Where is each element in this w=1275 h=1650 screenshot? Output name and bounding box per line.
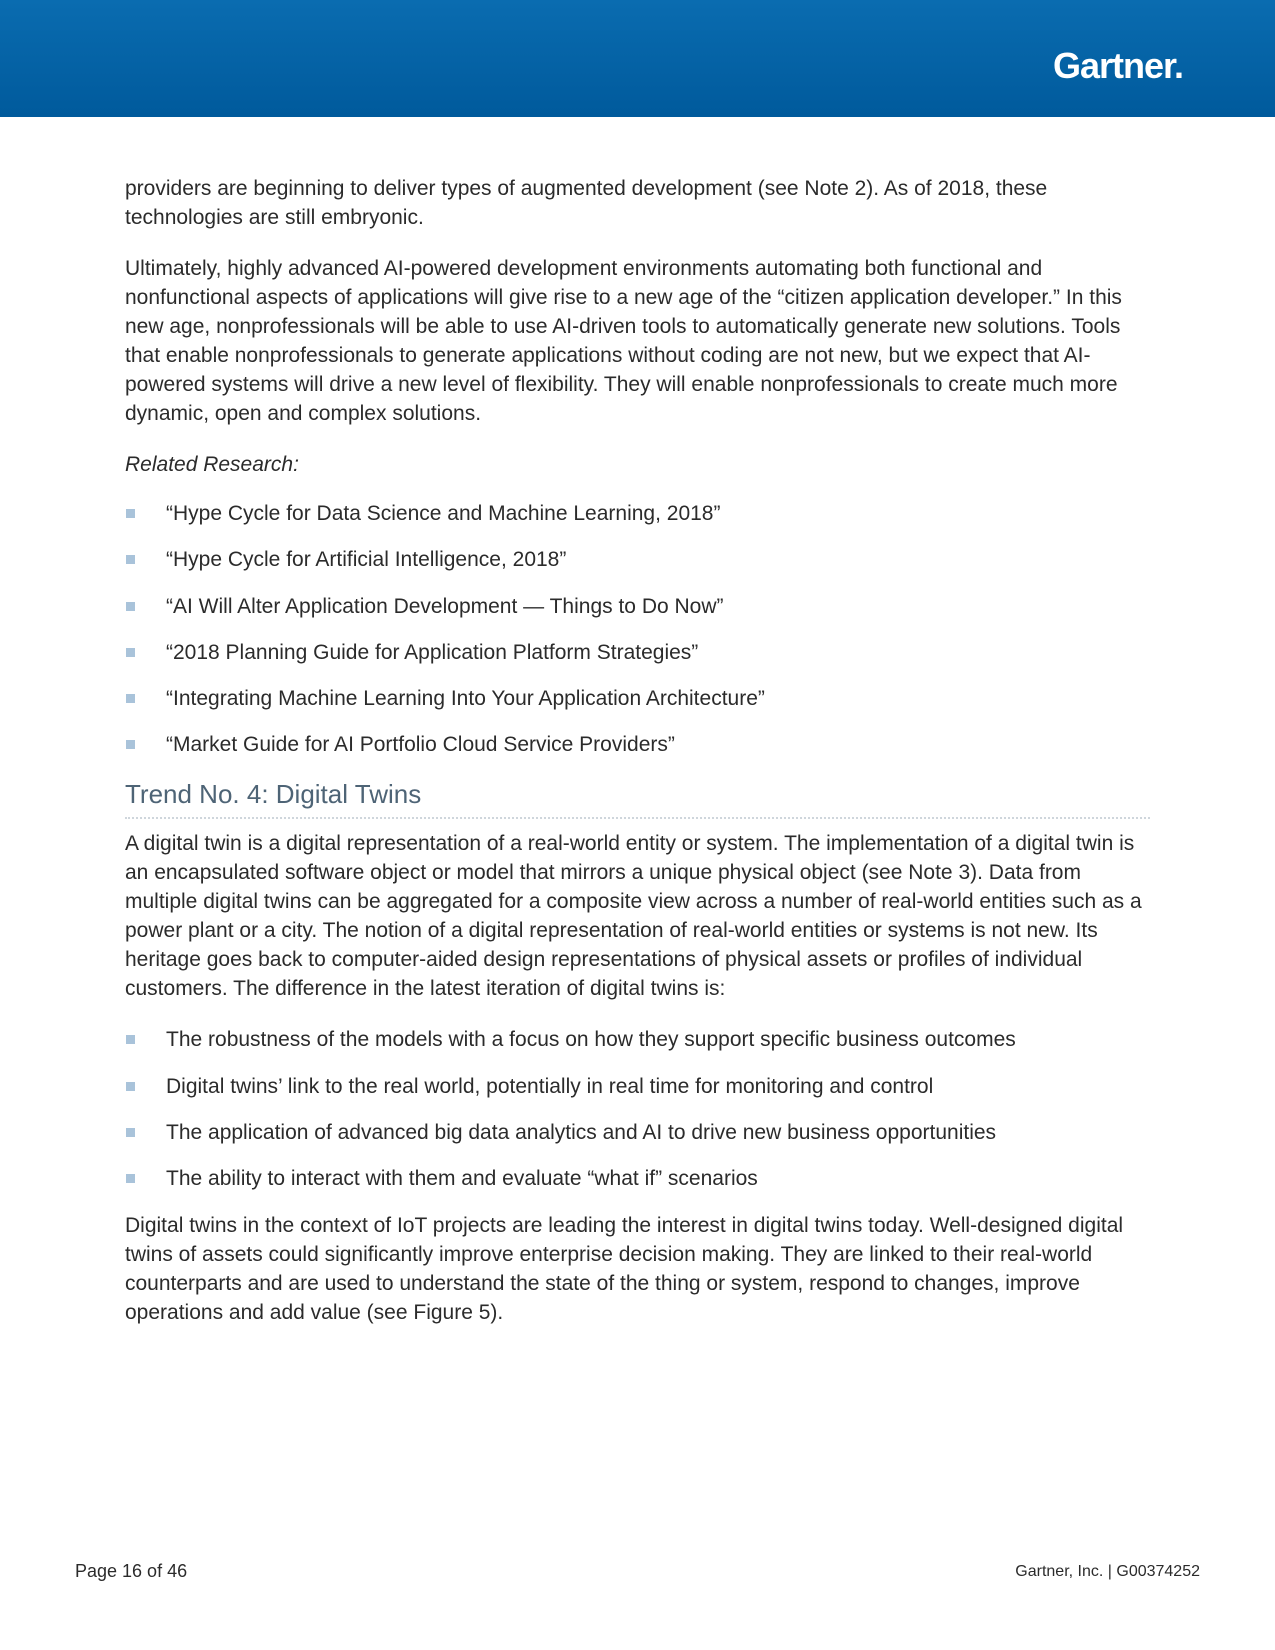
list-item-text: The application of advanced big data analytics and AI to drive new business opportunities bbox=[166, 1121, 997, 1145]
paragraph-digital-twin-definition: A digital twin is a digital representation of a real-world entity or system. The implementation of a digital twin is an encapsulated software object or model that mirrors a unique physical object (see Note 3). Data from multiple digital twins can be aggregated for a composite view across a number of real-world entities such as a power plant or a city. The notion of a digital representation of real-world entities or systems is not new. Its heritage goes back to computer-aided design representations of physical assets or profiles of individual customers. The difference in the latest iteration of digital twins is: bbox=[125, 832, 1142, 1001]
square-bullet-icon bbox=[126, 648, 135, 657]
section-divider bbox=[125, 817, 1150, 819]
header-band bbox=[0, 0, 1275, 117]
list-item-text: The ability to interact with them and evaluate “what if” scenarios bbox=[166, 1167, 758, 1191]
square-bullet-icon bbox=[126, 509, 135, 518]
related-research-title: “AI Will Alter Application Development — Things to Do Now” bbox=[166, 594, 724, 618]
square-bullet-icon bbox=[126, 1128, 135, 1137]
list-item bbox=[125, 1118, 1150, 1147]
square-bullet-icon bbox=[126, 1082, 135, 1091]
list-item bbox=[125, 1072, 1150, 1101]
square-bullet-icon bbox=[126, 1174, 135, 1183]
square-bullet-icon bbox=[126, 740, 135, 749]
related-research-item[interactable] bbox=[125, 730, 1150, 759]
gartner-logo: Gartner. bbox=[1052, 45, 1183, 86]
related-research-item[interactable] bbox=[125, 684, 1150, 713]
paragraph-digital-twins-iot: Digital twins in the context of IoT projects are leading the interest in digital twins today. Well-designed digital twins of assets could significantly improve enterprise decision making. They are linked to their real-world counterparts and are used to understand the state of the thing or system, respond to changes, improve operations and add value (see Figure 5). bbox=[125, 1214, 1124, 1325]
page-content bbox=[125, 174, 1150, 1349]
square-bullet-icon bbox=[126, 602, 135, 611]
paragraph-citizen-developer: Ultimately, highly advanced AI-powered development environments automating both functional and nonfunctional aspects of applications will give rise to a new age of the “citizen application developer.” In this new age, nonprofessionals will be able to use AI-driven tools to automatically generate new solutions. Tools that enable nonprofessionals to generate applications without coding are not new, but we expect that AI-powered systems will drive a new level of flexibility. They will enable nonprofessionals to create much more dynamic, open and complex solutions. bbox=[125, 257, 1122, 425]
document-id: Gartner, Inc. | G00374252 bbox=[1015, 1563, 1200, 1580]
related-research-label: Related Research: bbox=[125, 453, 299, 476]
related-research-item[interactable] bbox=[125, 499, 1150, 528]
related-research-title: “Hype Cycle for Data Science and Machine Learning, 2018” bbox=[166, 502, 721, 525]
related-research-list bbox=[125, 499, 1150, 759]
related-research-title: “2018 Planning Guide for Application Platform Strategies” bbox=[166, 640, 699, 664]
list-item-text: The robustness of the models with a focus on how they support specific business outcomes bbox=[166, 1028, 1016, 1052]
related-research-title: “Market Guide for AI Portfolio Cloud Service Providers” bbox=[166, 733, 675, 757]
list-item bbox=[125, 1164, 1150, 1193]
square-bullet-icon bbox=[126, 1035, 135, 1044]
digital-twin-differences-list bbox=[125, 1025, 1150, 1193]
page-number: Page 16 of 46 bbox=[75, 1561, 188, 1581]
list-item bbox=[125, 1025, 1150, 1054]
related-research-title: “Hype Cycle for Artificial Intelligence, 2018” bbox=[166, 548, 567, 572]
square-bullet-icon bbox=[126, 694, 135, 703]
related-research-item[interactable] bbox=[125, 638, 1150, 667]
square-bullet-icon bbox=[126, 555, 135, 564]
section-heading-digital-twins: Trend No. 4: Digital Twins bbox=[125, 779, 422, 810]
list-item-text: Digital twins’ link to the real world, potentially in real time for monitoring and control bbox=[166, 1074, 934, 1098]
related-research-item[interactable] bbox=[125, 592, 1150, 621]
related-research-item[interactable] bbox=[125, 545, 1150, 574]
paragraph-intro: providers are beginning to deliver types of augmented development (see Note 2). As of 2018, these technologies are still embryonic. bbox=[125, 177, 1048, 229]
related-research-title: “Integrating Machine Learning Into Your Application Architecture” bbox=[166, 687, 765, 711]
